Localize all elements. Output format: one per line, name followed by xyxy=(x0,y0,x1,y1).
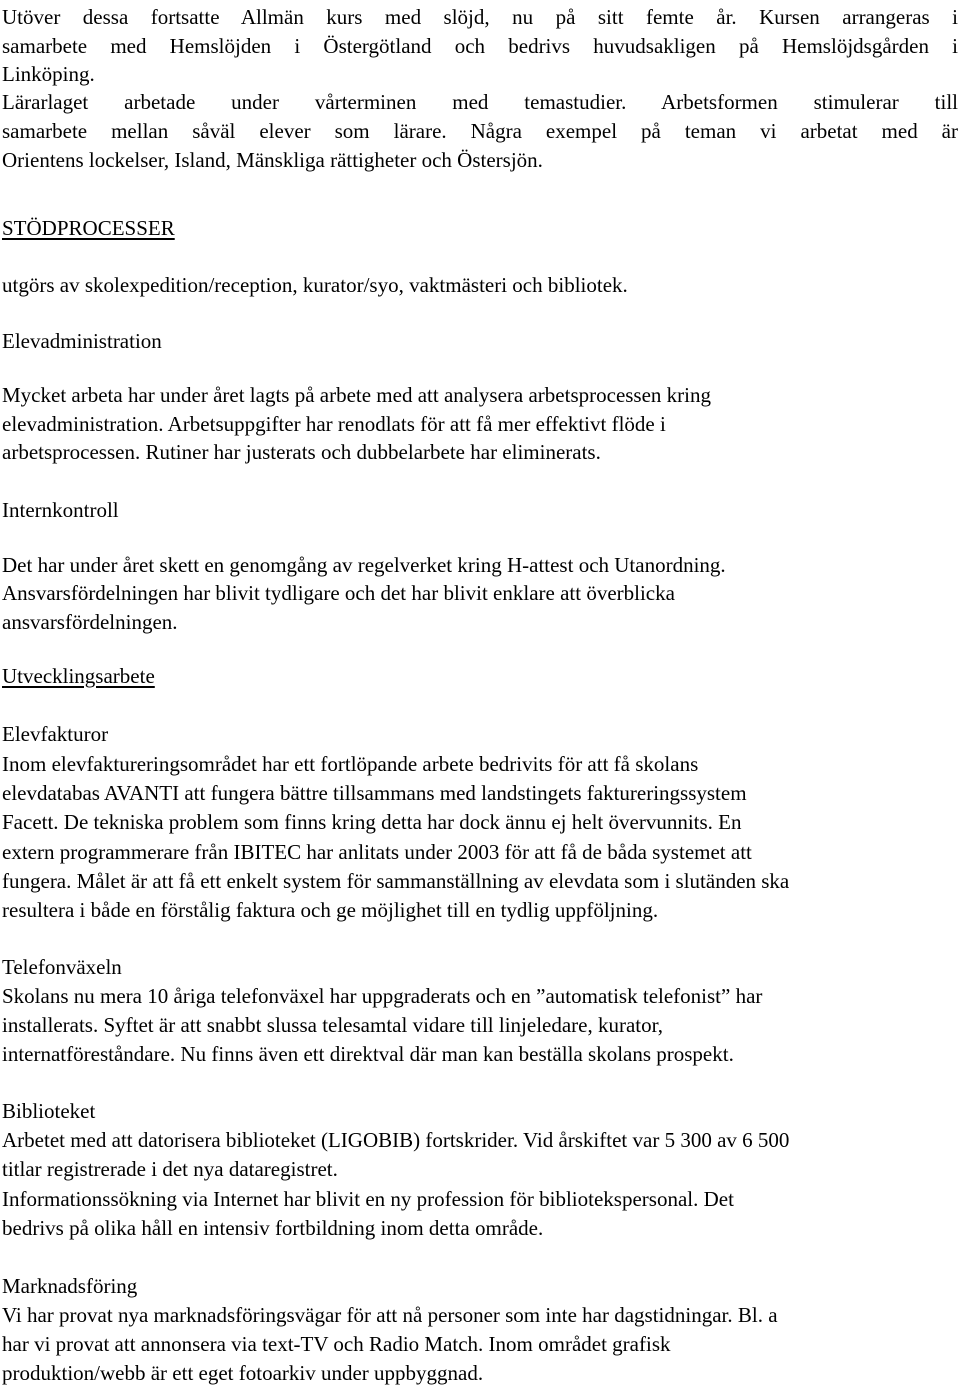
body-text-line: Arbetet med att datorisera biblioteket (LIGOBIB) fortskrider. Vid årskiftet var 5 300 av 6 500 xyxy=(2,1128,790,1152)
body-text-line: elevdatabas AVANTI att fungera bättre tillsammans med landstingets faktureringssystem xyxy=(2,781,747,805)
body-text-line: elevadministration. Arbetsuppgifter har renodlats för att få mer effektivt flöde i xyxy=(2,412,666,436)
body-text-line: har vi provat att annonsera via text-TV och Radio Match. Inom området grafisk xyxy=(2,1332,671,1356)
body-text-line: Ansvarsfördelningen har blivit tydligare och det har blivit enklare att överblicka xyxy=(2,581,675,605)
body-text-line: Orientens lockelser, Island, Mänskliga rättigheter och Östersjön. xyxy=(2,148,543,172)
body-text-line: Utöver dessa fortsatte Allmän kurs med slöjd, nu på sitt femte år. Kursen arrangeras i xyxy=(2,5,958,29)
body-text-line: installerats. Syftet är att snabbt slussa telesamtal vidare till linjeledare, kurator, xyxy=(2,1013,664,1037)
body-text-line: Linköping. xyxy=(2,62,95,86)
body-text-line: extern programmerare från IBITEC har anlitats under 2003 för att få de båda systemet att xyxy=(2,840,752,864)
subheading-telefonvaxeln: Telefonväxeln xyxy=(2,955,122,979)
body-text-line: Lärarlaget arbetade under vårterminen med temastudier. Arbetsformen stimulerar till xyxy=(2,90,958,114)
body-text-line: bedrivs på olika håll en intensiv fortbildning inom detta område. xyxy=(2,1216,544,1240)
subheading-internkontroll: Internkontroll xyxy=(2,498,119,522)
subheading-marknadsforing: Marknadsföring xyxy=(2,1274,138,1298)
body-text-line: Vi har provat nya marknadsföringsvägar för att nå personer som inte har dagstidningar. Bl. a xyxy=(2,1303,778,1327)
body-text-line: produktion/webb är ett eget fotoarkiv under uppbyggnad. xyxy=(2,1361,484,1385)
body-text-line: resultera i både en förstålig faktura och ge möjlighet till en tydlig uppföljning. xyxy=(2,898,659,922)
body-text-line: Skolans nu mera 10 åriga telefonväxel har uppgraderats och en ”automatisk telefonist” har xyxy=(2,984,763,1008)
body-text-line: Inom elevfaktureringsområdet har ett fortlöpande arbete bedrivits för att få skolans xyxy=(2,752,699,776)
body-text-line: Det har under året skett en genomgång av regelverket kring H-attest och Utanordning. xyxy=(2,553,726,577)
body-text-line: utgörs av skolexpedition/reception, kurator/syo, vaktmästeri och bibliotek. xyxy=(2,273,628,297)
body-text-line: Informationssökning via Internet har blivit en ny profession för bibliotekspersonal. Det xyxy=(2,1187,734,1211)
body-text-line: internatföreståndare. Nu finns även ett direktval där man kan beställa skolans prospekt. xyxy=(2,1042,734,1066)
section-heading-utvecklingsarbete: Utvecklingsarbete xyxy=(2,664,155,688)
subheading-biblioteket: Biblioteket xyxy=(2,1099,96,1123)
body-text-line: Facett. De tekniska problem som finns kring detta har dock ännu ej helt övervunnits. En xyxy=(2,810,742,834)
body-text-line: fungera. Målet är att få ett enkelt system för sammanställning av elevdata som i slutänden ska xyxy=(2,869,790,893)
body-text-line: Mycket arbeta har under året lagts på arbete med att analysera arbetsprocessen kring xyxy=(2,383,712,407)
subheading-elevadministration: Elevadministration xyxy=(2,329,162,353)
body-text-line: samarbete med Hemslöjden i Östergötland och bedrivs huvudsakligen på Hemslöjdsgården i xyxy=(2,34,958,58)
body-text-line: ansvarsfördelningen. xyxy=(2,610,178,634)
body-text-line: samarbete mellan såväl elever som lärare. Några exempel på teman vi arbetat med är xyxy=(2,119,958,143)
subheading-elevfakturor: Elevfakturor xyxy=(2,722,109,746)
body-text-line: arbetsprocessen. Rutiner har justerats och dubbelarbete har eliminerats. xyxy=(2,440,601,464)
section-heading-stodprocesser: STÖDPROCESSER xyxy=(2,216,175,240)
body-text-line: titlar registrerade i det nya dataregistret. xyxy=(2,1157,338,1181)
